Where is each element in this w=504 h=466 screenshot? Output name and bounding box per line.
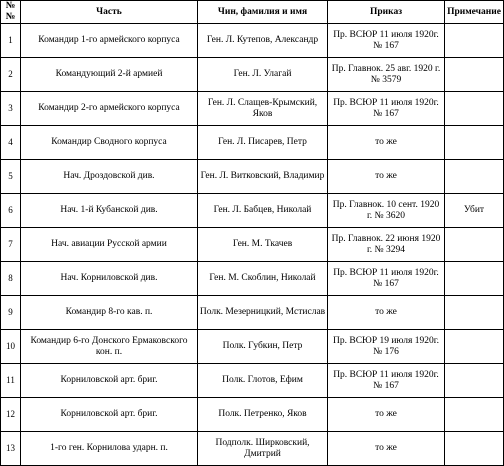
cell-unit: Нач. 1-й Кубанской див. — [21, 194, 198, 228]
cell-note — [445, 24, 504, 58]
cell-order: то же — [328, 160, 445, 194]
cell-num: 12 — [1, 398, 21, 432]
cell-order: то же — [328, 398, 445, 432]
cell-unit: Нач. Дроздовской див. — [21, 160, 198, 194]
table-header-row — [1, 1, 504, 24]
cell-unit: Командующий 2-й армией — [21, 58, 198, 92]
cell-num: 7 — [1, 228, 21, 262]
cell-num: 2 — [1, 58, 21, 92]
cell-note — [445, 296, 504, 330]
cell-order: Пр. Главнок. 10 сент. 1920 г. № 3620 — [328, 194, 445, 228]
cell-name: Ген. Л. Улагай — [198, 58, 328, 92]
cell-unit: Корниловской арт. бриг. — [21, 398, 198, 432]
table-row — [1, 364, 504, 398]
table-row — [1, 58, 504, 92]
table-row — [1, 432, 504, 466]
header-num: №№ — [1, 1, 21, 24]
cell-name: Полк. Мезерницкий, Мстислав — [198, 296, 328, 330]
cell-order: то же — [328, 296, 445, 330]
cell-unit: Командир 6-го Донского Ермаковского кон. п. — [21, 330, 198, 364]
cell-unit: 1-го ген. Корнилова ударн. п. — [21, 432, 198, 466]
cell-order: Пр. Главнок. 25 авг. 1920 г. № 3579 — [328, 58, 445, 92]
cell-num: 4 — [1, 126, 21, 160]
cell-order: то же — [328, 126, 445, 160]
cell-num: 3 — [1, 92, 21, 126]
cell-note — [445, 228, 504, 262]
table-row — [1, 194, 504, 228]
cell-note — [445, 58, 504, 92]
cell-order: Пр. Главнок. 22 июня 1920 г. № 3294 — [328, 228, 445, 262]
cell-unit: Корниловской арт. бриг. — [21, 364, 198, 398]
cell-unit: Нач. авиации Русской армии — [21, 228, 198, 262]
cell-name: Полк. Губкин, Петр — [198, 330, 328, 364]
cell-name: Ген. Л. Писарев, Петр — [198, 126, 328, 160]
header-name: Чин, фамилия и имя — [198, 1, 328, 24]
cell-note — [445, 364, 504, 398]
cell-note — [445, 262, 504, 296]
cell-num: 11 — [1, 364, 21, 398]
cell-num: 5 — [1, 160, 21, 194]
cell-name: Ген. М. Скоблин, Николай — [198, 262, 328, 296]
cell-note — [445, 330, 504, 364]
cell-num: 1 — [1, 24, 21, 58]
cell-unit: Командир 1-го армейского корпуса — [21, 24, 198, 58]
cell-unit: Командир Сводного корпуса — [21, 126, 198, 160]
cell-name: Ген. Л. Бабцев, Николай — [198, 194, 328, 228]
table-row — [1, 398, 504, 432]
cell-order: Пр. ВСЮР 19 июля 1920г. № 176 — [328, 330, 445, 364]
cell-name: Подполк. Ширковский, Дмитрий — [198, 432, 328, 466]
cell-unit: Командир 8-го кав. п. — [21, 296, 198, 330]
table-row — [1, 228, 504, 262]
table-row — [1, 92, 504, 126]
header-unit: Часть — [21, 1, 198, 24]
table-row — [1, 296, 504, 330]
table-row — [1, 262, 504, 296]
cell-num: 8 — [1, 262, 21, 296]
table-row — [1, 126, 504, 160]
cell-note — [445, 398, 504, 432]
cell-name: Ген. Л. Витковский, Владимир — [198, 160, 328, 194]
table-row — [1, 160, 504, 194]
cell-num: 13 — [1, 432, 21, 466]
cell-name: Ген. М. Ткачев — [198, 228, 328, 262]
cell-name: Полк. Глотов, Ефим — [198, 364, 328, 398]
cell-note — [445, 432, 504, 466]
cell-note — [445, 160, 504, 194]
cell-order: Пр. ВСЮР 11 июля 1920г. № 167 — [328, 364, 445, 398]
cell-unit: Командир 2-го армейского корпуса — [21, 92, 198, 126]
cell-note — [445, 92, 504, 126]
cell-order: Пр. ВСЮР 11 июля 1920г. № 167 — [328, 262, 445, 296]
cell-note: Убит — [445, 194, 504, 228]
table-row — [1, 330, 504, 364]
table-row — [1, 24, 504, 58]
cell-order: то же — [328, 432, 445, 466]
cell-name: Ген. Л. Кутепов, Александр — [198, 24, 328, 58]
cell-order: Пр. ВСЮР 11 июля 1920г. № 167 — [328, 24, 445, 58]
cell-name: Ген. Л. Слащев-Крымский, Яков — [198, 92, 328, 126]
cell-unit: Нач. Корниловской див. — [21, 262, 198, 296]
header-note: Примечание — [445, 1, 504, 24]
cell-num: 6 — [1, 194, 21, 228]
header-order: Приказ — [328, 1, 445, 24]
cell-order: Пр. ВСЮР 11 июля 1920г. № 167 — [328, 92, 445, 126]
cell-name: Полк. Петренко, Яков — [198, 398, 328, 432]
cell-num: 9 — [1, 296, 21, 330]
cell-note — [445, 126, 504, 160]
cell-num: 10 — [1, 330, 21, 364]
